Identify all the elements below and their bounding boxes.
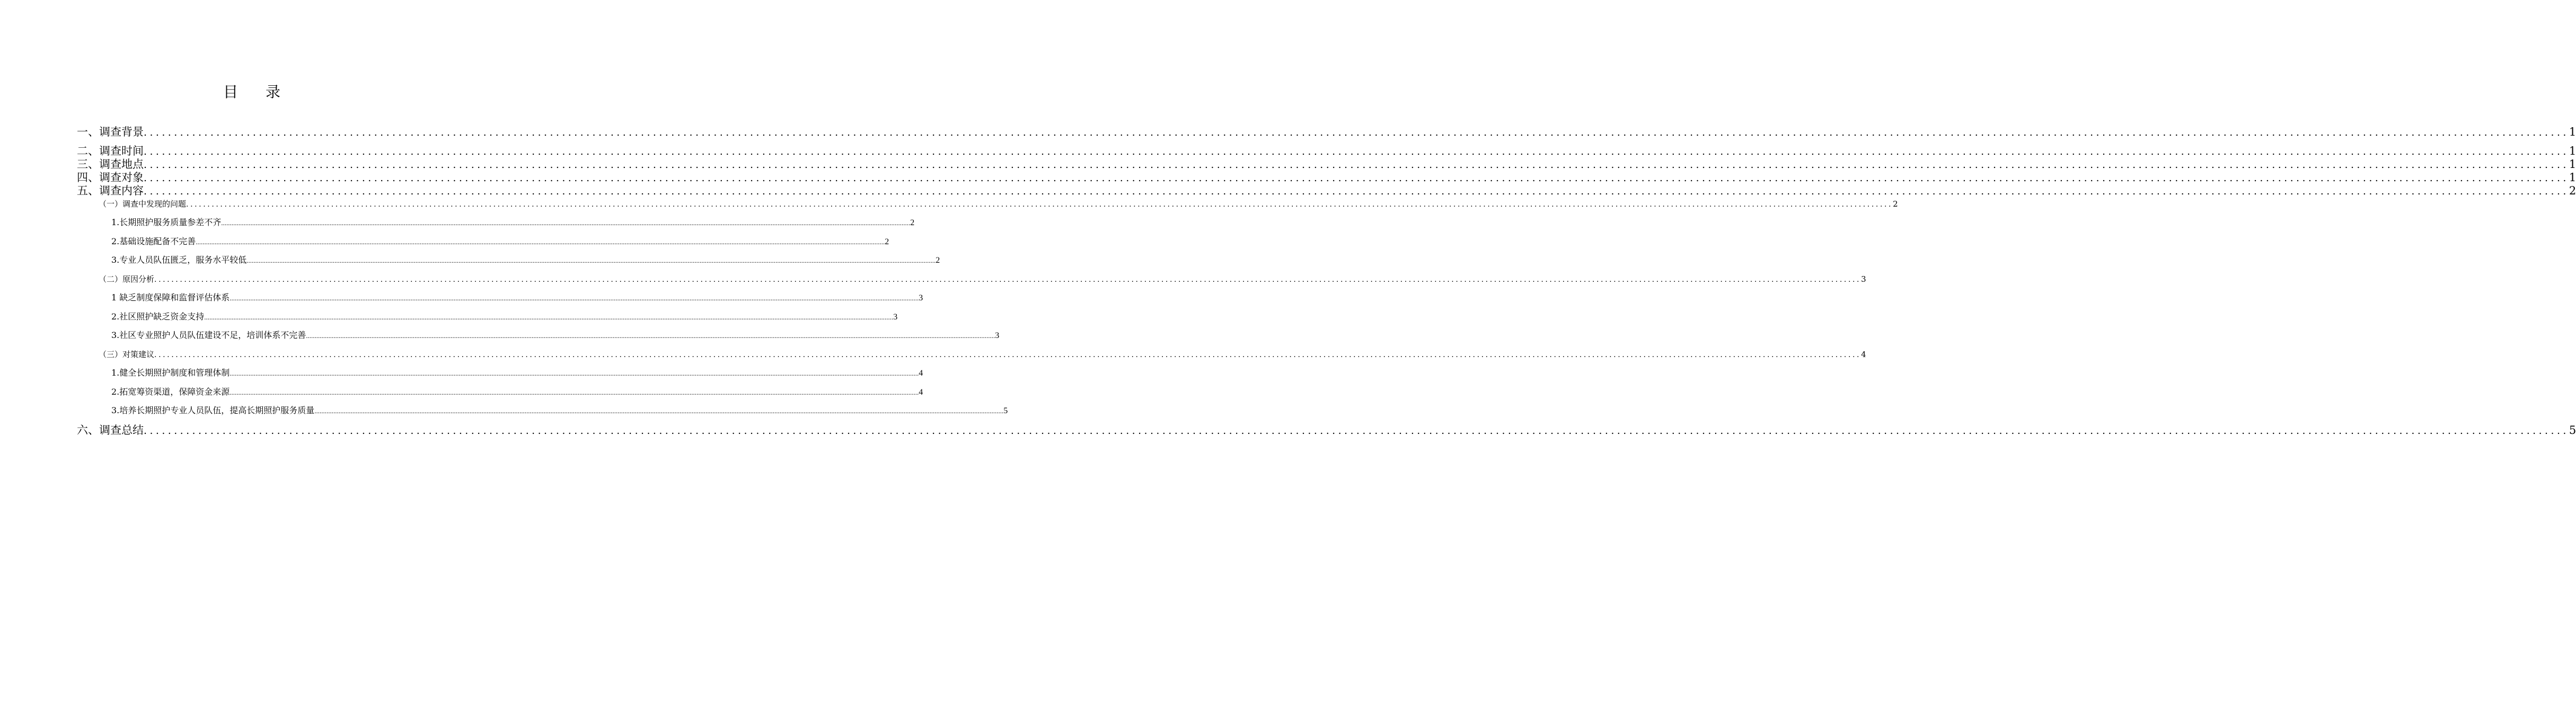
toc-entry-label: 1.健全长期照护制度和管理体制 bbox=[111, 368, 230, 378]
toc-title-char-1: 目 bbox=[223, 83, 238, 101]
toc-entry-label: 四、调查对象 bbox=[77, 171, 144, 184]
toc-entry-label: 一、调查背景 bbox=[77, 126, 144, 138]
dot-leader: ................................................................................................................................................................................................................................................................................................................................................................................................................ bbox=[246, 256, 936, 264]
toc-entry-suggestion-3[interactable] bbox=[111, 404, 1008, 417]
toc-entry-page-number: 5 bbox=[2569, 424, 2576, 437]
toc-entry-page-number: 1 bbox=[2569, 158, 2576, 171]
toc-entry-label: 2.基础设施配备不完善 bbox=[111, 236, 196, 246]
toc-entry-page-number: 1 bbox=[2569, 145, 2576, 157]
toc-entry-page-number: 3 bbox=[1861, 274, 1866, 284]
toc-entry-page-number: 2 bbox=[910, 218, 915, 227]
toc-entry-page-number: 4 bbox=[1861, 350, 1866, 359]
dot-leader: ................................................................................................................................................................................................................................................................................................................................................................................................................ bbox=[144, 159, 2569, 171]
toc-entry-label: （三）对策建议 bbox=[99, 350, 155, 359]
dot-leader: ................................................................................................................................................................................................................................................................................................................................................................................................................ bbox=[144, 172, 2569, 184]
toc-entry-page-number: 1 bbox=[2569, 171, 2576, 184]
toc-entry-problem-2[interactable] bbox=[111, 235, 889, 248]
toc-entry-page-number: 4 bbox=[919, 369, 923, 378]
toc-entry-cause-3[interactable] bbox=[111, 329, 1000, 342]
toc-entry-page-number: 1 bbox=[2569, 126, 2576, 138]
dot-leader: ................................................................................................................................................................................................................................................................................................................................................................................................................ bbox=[196, 238, 885, 246]
toc-entry-suggestion-2[interactable] bbox=[111, 386, 923, 398]
toc-title-char-2: 录 bbox=[266, 83, 281, 101]
toc-entry-cause-1[interactable] bbox=[111, 291, 923, 304]
toc-entry-cause-2[interactable] bbox=[111, 310, 898, 323]
dot-leader: ................................................................................................................................................................................................................................................................................................................................................................................................................ bbox=[306, 332, 995, 340]
toc-entry-location[interactable] bbox=[77, 157, 2576, 171]
toc-title bbox=[0, 82, 504, 103]
toc-entry-page-number: 4 bbox=[919, 388, 923, 397]
toc-entry-page-number: 2 bbox=[1893, 199, 1898, 209]
dot-leader: ................................................................................................................................................................................................................................................................................................................................................................................................................ bbox=[144, 146, 2569, 157]
toc-entry-page-number: 5 bbox=[1003, 406, 1008, 415]
toc-entry-suggestion-1[interactable] bbox=[111, 367, 923, 379]
toc-entry-label: 二、调查时间 bbox=[77, 145, 144, 157]
toc-entry-page-number: 3 bbox=[995, 331, 1000, 340]
toc-entry-problem-3[interactable] bbox=[111, 254, 940, 266]
dot-leader: ................................................................................................................................................................................................................................................................................................................................................................................................................ bbox=[154, 351, 1862, 359]
toc-entry-label: 六、调查总结 bbox=[77, 424, 144, 437]
toc-entry-background[interactable] bbox=[77, 125, 2576, 139]
toc-entry-label: 1 缺乏制度保障和监督评估体系 bbox=[111, 292, 230, 302]
dot-leader: ................................................................................................................................................................................................................................................................................................................................................................................................................ bbox=[144, 185, 2569, 197]
dot-leader: ................................................................................................................................................................................................................................................................................................................................................................................................................ bbox=[144, 127, 2569, 138]
toc-entry-page-number: 3 bbox=[893, 313, 898, 322]
toc-entry-label: 1.长期照护服务质量参差不齐 bbox=[111, 217, 222, 227]
toc-entry-time[interactable] bbox=[77, 144, 2576, 158]
toc-entry-label: 2.拓宽筹资渠道，保障资金来源 bbox=[111, 387, 230, 397]
toc-entry-content[interactable] bbox=[77, 184, 2576, 198]
toc-entry-page-number: 2 bbox=[2569, 184, 2576, 197]
toc-entry-label: 五、调查内容 bbox=[77, 184, 144, 197]
dot-leader: ................................................................................................................................................................................................................................................................................................................................................................................................................ bbox=[154, 275, 1862, 284]
dot-leader: ................................................................................................................................................................................................................................................................................................................................................................................................................ bbox=[186, 200, 1893, 209]
toc-entry-suggestions[interactable] bbox=[99, 348, 1866, 361]
dot-leader: ................................................................................................................................................................................................................................................................................................................................................................................................................ bbox=[230, 294, 919, 302]
toc-entry-problem-1[interactable] bbox=[111, 216, 915, 229]
toc-entry-page-number: 2 bbox=[885, 237, 889, 246]
toc-entry-label: 3.培养长期照护专业人员队伍，提高长期照护服务质量 bbox=[111, 405, 315, 415]
toc-entry-page-number: 3 bbox=[919, 293, 923, 302]
toc-entry-label: 2.社区照护缺乏资金支持 bbox=[111, 312, 205, 322]
dot-leader: ................................................................................................................................................................................................................................................................................................................................................................................................................ bbox=[204, 313, 894, 321]
dot-leader: ................................................................................................................................................................................................................................................................................................................................................................................................................ bbox=[314, 407, 1004, 415]
toc-entry-subjects[interactable] bbox=[77, 171, 2576, 184]
toc-entry-causes[interactable] bbox=[99, 273, 1866, 286]
toc-entry-summary[interactable] bbox=[77, 423, 2576, 437]
dot-leader: ................................................................................................................................................................................................................................................................................................................................................................................................................ bbox=[230, 369, 919, 377]
toc-entry-label: （二）原因分析 bbox=[99, 274, 155, 284]
dot-leader: ................................................................................................................................................................................................................................................................................................................................................................................................................ bbox=[144, 425, 2569, 437]
toc-entry-label: （一）调查中发现的问题 bbox=[99, 199, 187, 209]
toc-entry-problems[interactable] bbox=[99, 198, 1898, 210]
toc-entry-label: 三、调查地点 bbox=[77, 158, 144, 171]
dot-leader: ................................................................................................................................................................................................................................................................................................................................................................................................................ bbox=[230, 388, 919, 396]
dot-leader: ................................................................................................................................................................................................................................................................................................................................................................................................................ bbox=[221, 219, 911, 227]
toc-entry-page-number: 2 bbox=[936, 256, 940, 265]
toc-entry-label: 3.社区专业照护人员队伍建设不足，培训体系不完善 bbox=[111, 330, 306, 340]
toc-entry-label: 3.专业人员队伍匮乏，服务水平较低 bbox=[111, 255, 247, 265]
